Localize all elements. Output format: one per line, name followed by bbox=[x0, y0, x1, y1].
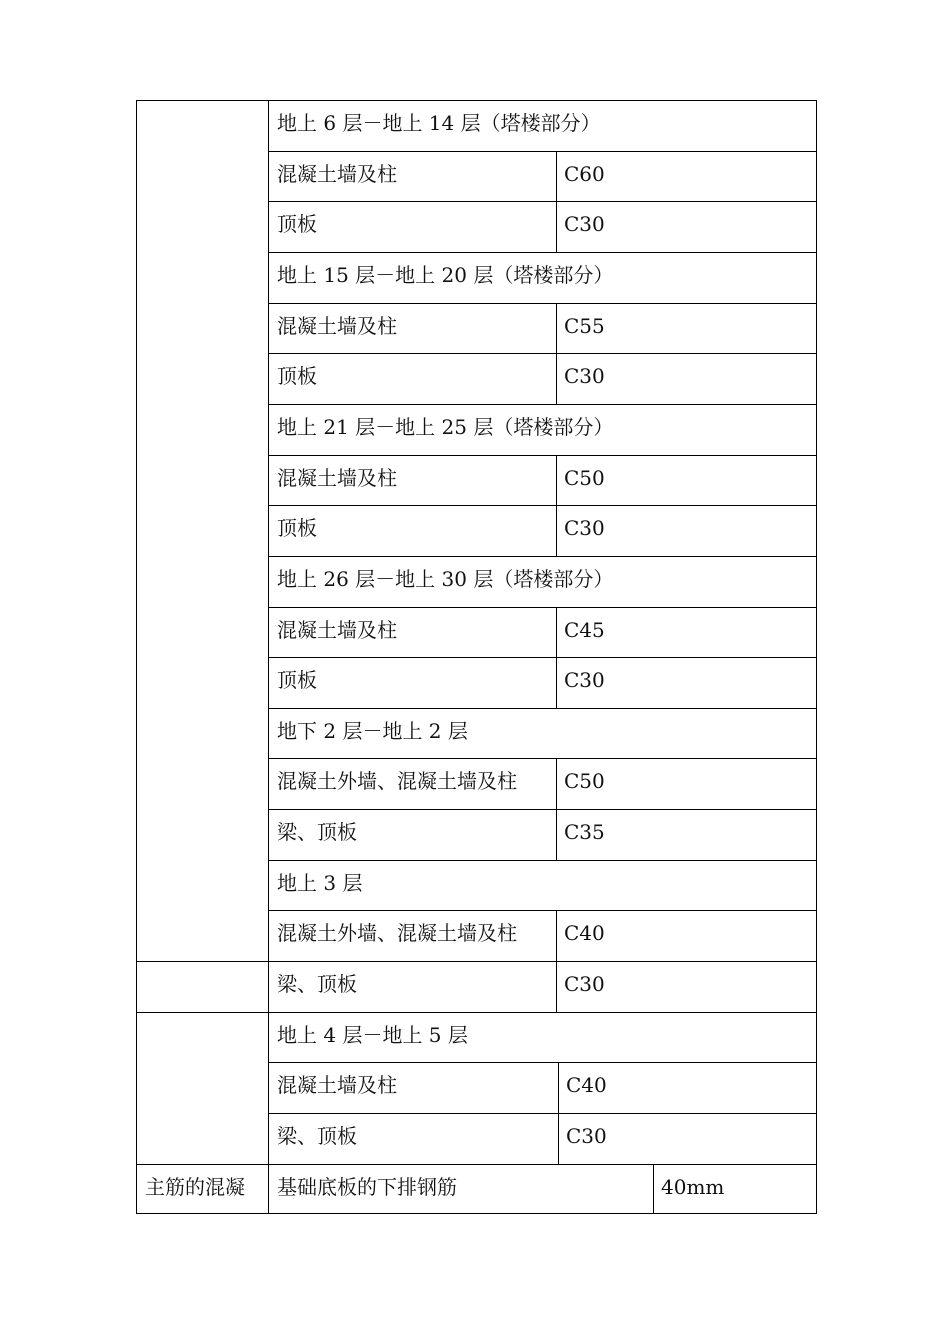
item-label: 顶板 bbox=[277, 212, 317, 236]
row-rule bbox=[268, 505, 817, 506]
item-label: 梁、顶板 bbox=[277, 820, 357, 844]
grade-value: C50 bbox=[564, 466, 605, 490]
section-header: 地上 4 层－地上 5 层 bbox=[277, 1023, 468, 1047]
row-rule bbox=[268, 353, 817, 354]
left-column-rule bbox=[136, 1012, 269, 1013]
item-label: 混凝土外墙、混凝土墙及柱 bbox=[277, 769, 517, 793]
section-header: 地上 21 层－地上 25 层（塔楼部分） bbox=[277, 415, 614, 439]
row-rule bbox=[268, 1164, 817, 1165]
item-label: 梁、顶板 bbox=[277, 972, 357, 996]
row-rule bbox=[268, 303, 817, 304]
cell-divider bbox=[556, 809, 557, 861]
row-rule bbox=[268, 201, 817, 202]
section-header: 地上 3 层 bbox=[277, 871, 363, 895]
row-rule bbox=[268, 961, 817, 962]
item-label: 顶板 bbox=[277, 668, 317, 692]
grade-value: C30 bbox=[564, 972, 605, 996]
item-label: 基础底板的下排钢筋 bbox=[277, 1175, 457, 1199]
grade-value: C35 bbox=[564, 820, 605, 844]
section-header: 地上 15 层－地上 20 层（塔楼部分） bbox=[277, 263, 614, 287]
cell-divider bbox=[556, 201, 557, 253]
cell-divider bbox=[558, 1113, 559, 1165]
grade-value: C50 bbox=[564, 769, 605, 793]
item-label: 混凝土墙及柱 bbox=[277, 162, 397, 186]
category-label: 主筋的混凝 bbox=[145, 1175, 245, 1199]
grade-value: C40 bbox=[564, 921, 605, 945]
table-bottom-border bbox=[136, 1213, 817, 1214]
table-left-border bbox=[136, 100, 137, 1214]
row-rule bbox=[268, 708, 817, 709]
grade-value: C40 bbox=[566, 1073, 607, 1097]
cell-divider bbox=[556, 961, 557, 1013]
left-column-rule bbox=[136, 961, 269, 962]
row-rule bbox=[268, 809, 817, 810]
row-rule bbox=[268, 1062, 817, 1063]
cell-divider bbox=[556, 455, 557, 507]
cell-divider bbox=[653, 1164, 654, 1214]
item-label: 混凝土墙及柱 bbox=[277, 1073, 397, 1097]
cell-divider bbox=[558, 1062, 559, 1114]
row-rule bbox=[268, 404, 817, 405]
grade-value: C30 bbox=[566, 1124, 607, 1148]
grade-value: C60 bbox=[564, 162, 605, 186]
section-header: 地上 26 层－地上 30 层（塔楼部分） bbox=[277, 567, 614, 591]
row-rule bbox=[268, 860, 817, 861]
cell-divider bbox=[556, 353, 557, 405]
row-rule bbox=[268, 151, 817, 152]
row-rule bbox=[268, 657, 817, 658]
row-rule bbox=[268, 607, 817, 608]
left-column-rule bbox=[136, 1164, 269, 1165]
section-header: 地上 6 层－地上 14 层（塔楼部分） bbox=[277, 111, 601, 135]
item-label: 梁、顶板 bbox=[277, 1124, 357, 1148]
row-rule bbox=[268, 252, 817, 253]
grade-value: C55 bbox=[564, 314, 605, 338]
cell-divider bbox=[556, 657, 557, 709]
cell-divider bbox=[556, 505, 557, 557]
item-label: 混凝土墙及柱 bbox=[277, 618, 397, 642]
cell-divider bbox=[556, 758, 557, 810]
row-rule bbox=[268, 1012, 817, 1013]
grade-value: C30 bbox=[564, 364, 605, 388]
row-rule bbox=[268, 758, 817, 759]
section-header: 地下 2 层－地上 2 层 bbox=[277, 719, 468, 743]
item-label: 顶板 bbox=[277, 364, 317, 388]
grade-value: C30 bbox=[564, 668, 605, 692]
cell-divider bbox=[556, 607, 557, 659]
item-label: 混凝土墙及柱 bbox=[277, 466, 397, 490]
cell-divider bbox=[556, 151, 557, 203]
table-top-border bbox=[136, 100, 817, 101]
cell-divider bbox=[556, 910, 557, 962]
row-rule bbox=[268, 556, 817, 557]
grade-value: C30 bbox=[564, 516, 605, 540]
item-label: 顶板 bbox=[277, 516, 317, 540]
item-label: 混凝土墙及柱 bbox=[277, 314, 397, 338]
grade-value: C30 bbox=[564, 212, 605, 236]
cover-value: 40mm bbox=[661, 1175, 725, 1199]
grade-value: C45 bbox=[564, 618, 605, 642]
row-rule bbox=[268, 1113, 817, 1114]
cell-divider bbox=[556, 303, 557, 355]
row-rule bbox=[268, 910, 817, 911]
item-label: 混凝土外墙、混凝土墙及柱 bbox=[277, 921, 517, 945]
row-rule bbox=[268, 455, 817, 456]
